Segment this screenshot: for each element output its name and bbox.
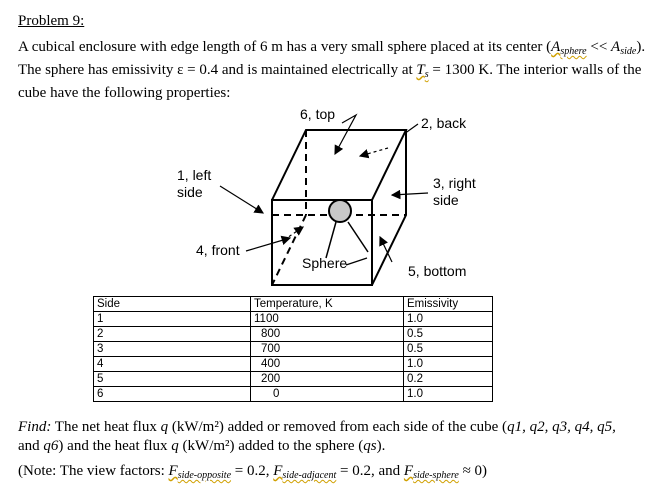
label-left-1: 1, left	[177, 167, 212, 183]
table-row: 2 800 0.5	[94, 327, 493, 342]
table-header-row	[94, 297, 493, 312]
table-row: 5 200 0.2	[94, 372, 493, 387]
properties-table	[93, 296, 493, 402]
header-temperature: Temperature, K	[251, 297, 404, 312]
table-row: 4 400 1.0	[94, 357, 493, 372]
label-front: 4, front	[196, 242, 240, 258]
problem-title: Problem 9:	[18, 13, 85, 29]
cube-figure	[0, 100, 663, 300]
header-side: Side	[94, 297, 251, 312]
problem-statement: A cubical enclosure with edge length of 6 m has a very small sphere placed at its center $(A_{sphere} << A_{side})$. The sphere has emissivity ε = 0.4 and is maintained electrically at $T_s = 1300$ K. The interior walls of the cube have the following properties:	[18, 39, 646, 101]
label-right-1: 3, right	[433, 175, 476, 191]
label-right-2: side	[433, 192, 459, 208]
header-emissivity: Emissivity	[404, 297, 493, 312]
label-left-2: side	[177, 184, 203, 200]
label-bottom: 5, bottom	[408, 263, 467, 279]
table-row: 3 700 0.5	[94, 342, 493, 357]
label-back: 2, back	[421, 115, 467, 131]
find-statement: Find: The net heat flux q (kW/m²) added or removed from each side of the cube (q1, q2, q3, q4, q5, and q6) and the heat flux q (kW/m²) added to the sphere (qs).	[18, 419, 616, 454]
label-top: 6, top	[300, 106, 336, 122]
label-sphere: Sphere	[302, 255, 348, 271]
table-row: 1 1100 1.0	[94, 312, 493, 327]
sphere-drawing	[326, 200, 368, 258]
table-row: 6 0 1.0	[94, 387, 493, 402]
note-view-factors: (Note: The view factors: $F_{side-opposite} = 0.2$, $F_{side-adjacent} = 0.2$, and $F_{side-sphere} \approx 0$)	[18, 463, 488, 481]
